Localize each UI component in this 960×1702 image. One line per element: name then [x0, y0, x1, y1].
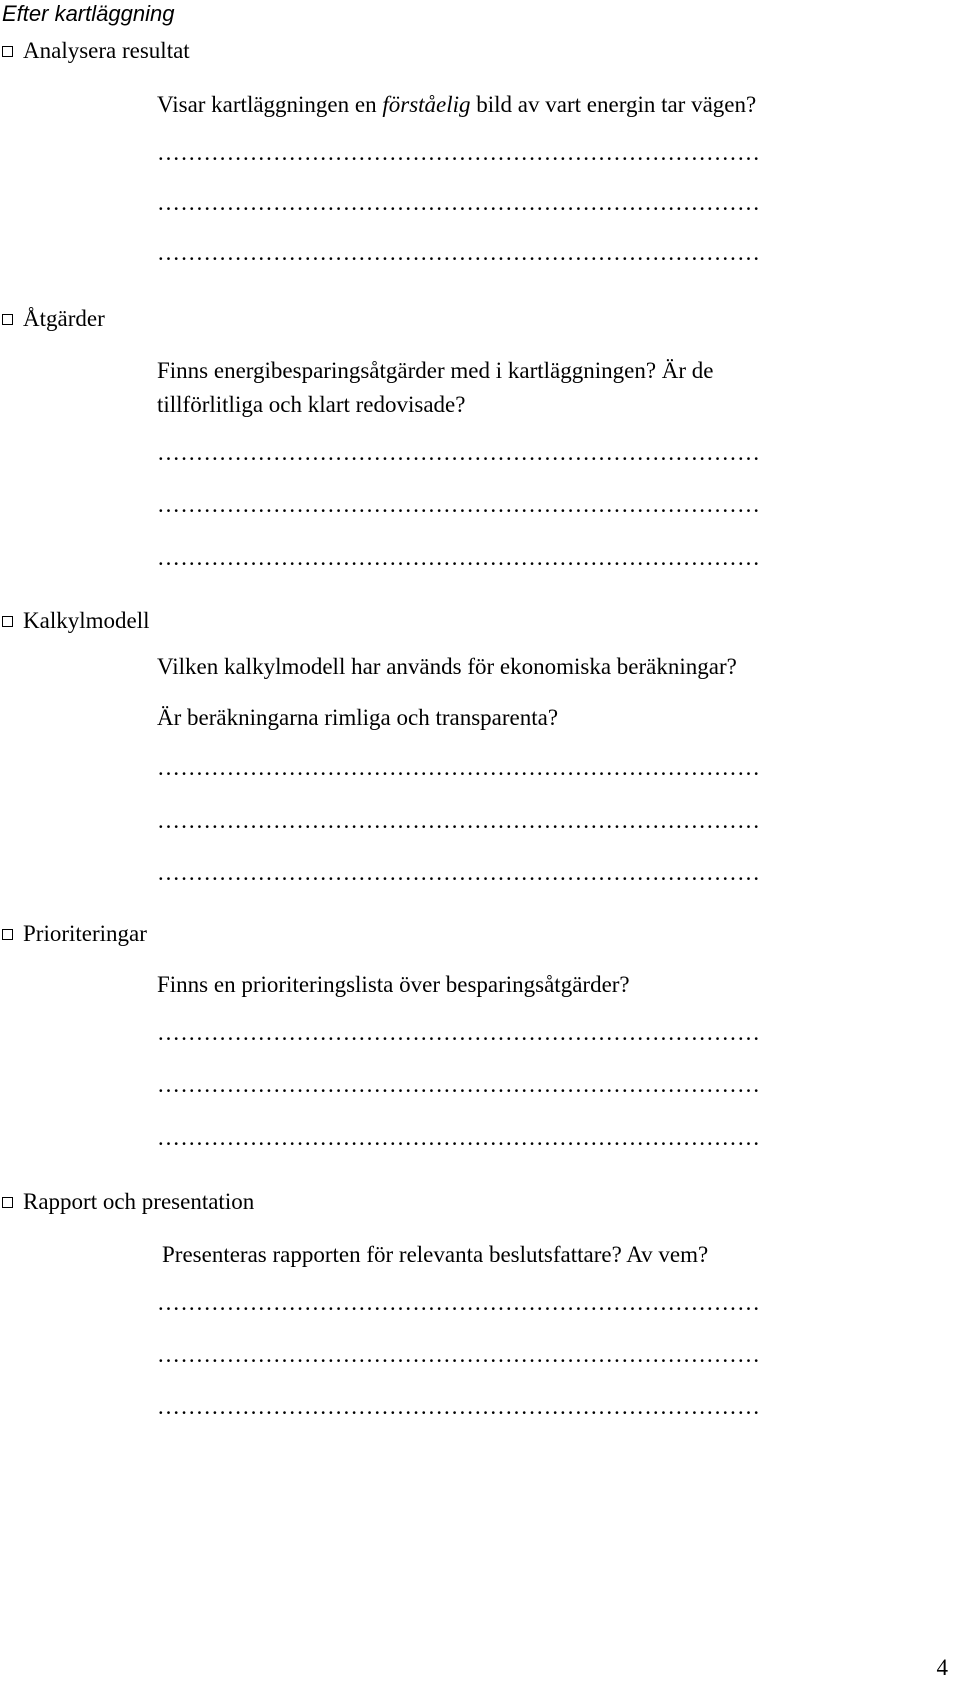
question-part: Visar kartläggningen en [157, 92, 383, 117]
answer-line[interactable]: …………………………………………………………………… [157, 860, 761, 885]
checkbox-icon[interactable] [2, 929, 13, 940]
answer-line[interactable]: …………………………………………………………………… [157, 545, 761, 570]
checkbox-rapport-och-presentation[interactable] [0, 1187, 254, 1217]
answer-line[interactable]: …………………………………………………………………… [157, 1290, 761, 1315]
checkbox-label: Analysera resultat [23, 38, 190, 63]
answer-line[interactable]: …………………………………………………………………… [157, 1342, 761, 1367]
page-number: 4 [936, 1655, 948, 1680]
checkbox-icon[interactable] [2, 1197, 13, 1208]
checkbox-label: Åtgärder [23, 306, 105, 331]
answer-line[interactable]: …………………………………………………………………… [157, 240, 761, 265]
question-text [157, 90, 756, 120]
question-emphasis: förståelig [382, 92, 471, 117]
answer-line[interactable]: …………………………………………………………………… [157, 140, 761, 165]
answer-line[interactable]: …………………………………………………………………… [157, 1020, 761, 1045]
answer-line[interactable]: …………………………………………………………………… [157, 440, 761, 465]
checkbox-icon[interactable] [2, 46, 13, 57]
question-text: Presenteras rapporten för relevanta beslutsfattare? Av vem? [162, 1242, 709, 1267]
answer-line[interactable]: …………………………………………………………………… [157, 190, 761, 215]
answer-line[interactable]: …………………………………………………………………… [157, 1072, 761, 1097]
answer-line[interactable]: …………………………………………………………………… [157, 808, 761, 833]
checkbox-prioriteringar[interactable] [0, 919, 147, 949]
checkbox-atgarder[interactable] [0, 304, 105, 334]
question-text: Vilken kalkylmodell har används för ekonomiska beräkningar? [157, 654, 737, 679]
question-text: Finns en prioriteringslista över besparingsåtgärder? [157, 972, 630, 997]
question-text: tillförlitliga och klart redovisade? [157, 392, 466, 417]
answer-line[interactable]: …………………………………………………………………… [157, 1125, 761, 1150]
answer-line[interactable]: …………………………………………………………………… [157, 492, 761, 517]
answer-line[interactable]: …………………………………………………………………… [157, 1394, 761, 1419]
question-text: Är beräkningarna rimliga och transparenta? [157, 705, 559, 730]
question-part: bild av vart energin tar vägen? [470, 92, 757, 117]
answer-line[interactable]: …………………………………………………………………… [157, 755, 761, 780]
checkbox-kalkylmodell[interactable] [0, 606, 149, 636]
checkbox-icon[interactable] [2, 616, 13, 627]
checkbox-label: Kalkylmodell [23, 608, 150, 633]
checkbox-label: Prioriteringar [23, 921, 147, 946]
checkbox-label: Rapport och presentation [23, 1189, 255, 1214]
checkbox-analysera-resultat[interactable] [0, 36, 190, 66]
checkbox-icon[interactable] [2, 314, 13, 325]
page-heading: Efter kartläggning [2, 1, 175, 26]
question-text: Finns energibesparingsåtgärder med i kartläggningen? Är de [157, 358, 714, 383]
